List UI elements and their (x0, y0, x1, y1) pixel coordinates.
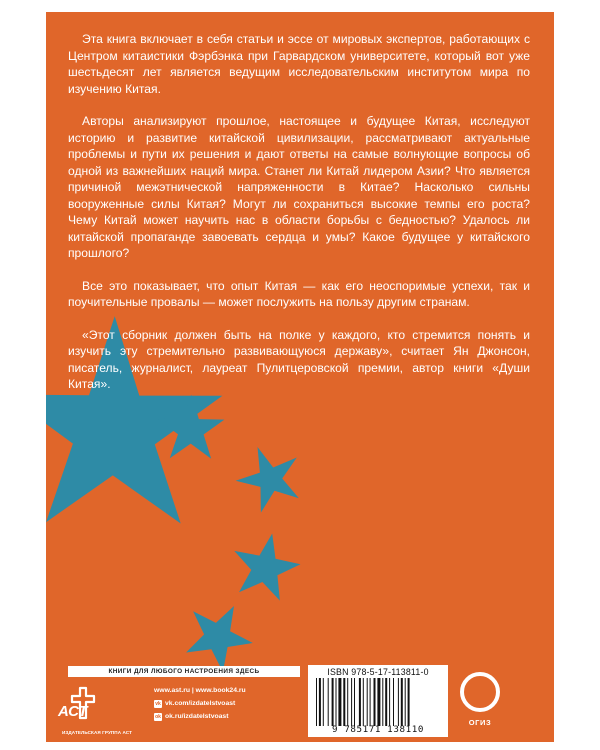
barcode-stripe (408, 678, 410, 726)
back-cover (46, 12, 554, 742)
ogiz-label: ОГИЗ (468, 718, 492, 727)
barcode-stripe (370, 678, 371, 726)
barcode-stripe (377, 678, 380, 726)
barcode-stripe (343, 678, 345, 726)
web-link[interactable]: www.ast.ru | www.book24.ru (154, 687, 246, 694)
barcode-stripe (405, 678, 406, 726)
ogiz-ring-icon (460, 672, 500, 712)
publisher-caption: ИЗДАТЕЛЬСКАЯ ГРУППА АСТ (62, 730, 133, 735)
barcode-stripe (367, 678, 368, 726)
blurb-paragraph-4: «Этот сборник должен быть на полке у каждого, кто стремится понять и изучить эту стремительно развивающуюся державу», считает Ян Джонсон, писатель, журналист, лауреат Пулитцеровской премии, автор книги «Души Китая». (68, 327, 530, 391)
blurb-paragraph-2: Авторы анализируют прошлое, настоящее и будущее Китая, исследуют историю и развитие китайской цивилизации, рассматривают актуальные проблемы и пути их решения и дают ответы на самые волнующие вопросы об одной из важнейших наций мира. Станет ли Китай лидером Азии? Что является причиной межэтнической напряженности в Китае? Насколько сильны вооруженные силы Китая? Могут ли сохраниться высокие темпы его роста? Чему Китай может научить нас в области борьбы с бедностью? Удалось ли китайской пропаганде завоевать сердца и умы? Какое будущее у китайского прошлого? (68, 114, 530, 260)
barcode-stripe (382, 678, 383, 726)
blurb-text (68, 31, 530, 409)
vk-link-row (154, 697, 246, 710)
barcode-stripe (347, 678, 348, 726)
blurb-paragraph-3: Все это показывает, что опыт Китая — как его неоспоримые успехи, так и поучительные провалы — может послужить на пользу другим странам. (68, 278, 530, 309)
barcode-stripe (363, 678, 364, 726)
vk-link[interactable]: vk.com/izdatelstvoast (165, 700, 236, 707)
barcode-digits: 9 785171 138110 (332, 724, 424, 735)
barcode-stripe (316, 678, 317, 726)
barcode-stripe (393, 678, 394, 726)
barcode-stripe (323, 678, 324, 726)
web-link-row (154, 684, 246, 697)
barcode-stripe (385, 678, 387, 726)
barcode-stripe (359, 678, 361, 726)
barcode-stripe (328, 678, 329, 726)
barcode-panel (308, 665, 448, 737)
barcode-stripe (398, 678, 399, 726)
barcode-stripe (351, 678, 352, 726)
publisher-links (154, 684, 246, 723)
vk-icon: vk (155, 700, 161, 707)
barcode-stripe (389, 678, 390, 726)
isbn-label: ISBN 978-5-17-113811-0 (327, 667, 429, 677)
small-star-2 (236, 447, 299, 513)
publisher-tagline: КНИГИ ДЛЯ ЛЮБОГО НАСТРОЕНИЯ ЗДЕСЬ (68, 666, 300, 677)
ogiz-logo (460, 672, 500, 734)
barcode-stripe (401, 678, 403, 726)
barcode-stripe (336, 678, 337, 726)
ok-link-row (154, 710, 246, 723)
barcode-stripe (319, 678, 321, 726)
ok-link[interactable]: ok.ru/izdatelstvoast (165, 713, 229, 720)
small-star-3 (234, 534, 300, 601)
barcode-stripe (338, 678, 341, 726)
small-star-4 (186, 606, 253, 672)
barcode-icon (316, 678, 440, 726)
ast-logo-text: АСТ (58, 703, 88, 720)
barcode-stripe (354, 678, 355, 726)
blurb-paragraph-1: Эта книга включает в себя статьи и эссе от мировых экспертов, работающих с Центром китаистики Фэрбэнка при Гарвардском университете, который вот уже шестьдесят лет является ведущим исследовательским институтом мира по изучению Китая. (68, 32, 530, 96)
barcode-stripe (374, 678, 376, 726)
ok-icon: ok (155, 713, 161, 720)
barcode-stripe (332, 678, 334, 726)
ast-logo-icon (52, 684, 102, 724)
